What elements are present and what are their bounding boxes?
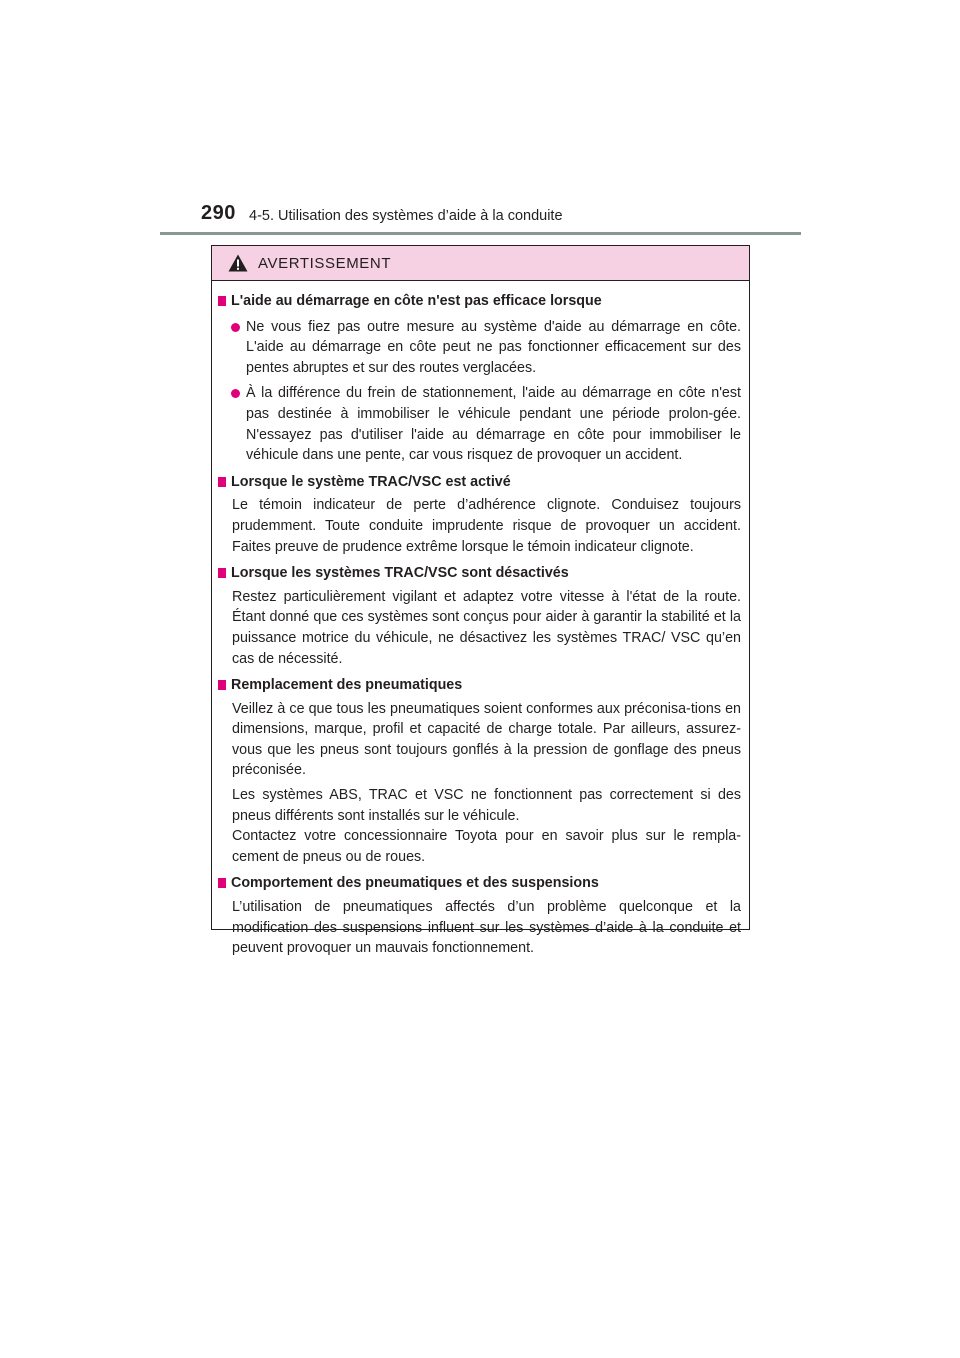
bullet-text: Ne vous fiez pas outre mesure au système d'aide au démarrage en côte. L'aide au démarrage en côte peut ne pas fonctionner efficacement sur des pentes abruptes et sur des routes verglacées. [246, 318, 741, 376]
warning-body [212, 281, 749, 959]
paragraph: Contactez votre concessionnaire Toyota pour en savoir plus sur le rempla-cement de pneus ou de roues. [232, 828, 741, 865]
bullet-item [218, 317, 741, 379]
section-heading-text: Comportement des pneumatiques et des suspensions [231, 875, 599, 892]
square-bullet-icon [218, 568, 226, 578]
dot-bullet-icon [231, 389, 240, 398]
warning-header [212, 246, 749, 281]
warning-triangle-icon [228, 254, 248, 272]
warning-title: AVERTISSEMENT [258, 254, 392, 272]
square-bullet-icon [218, 878, 226, 888]
section-heading-text: Lorsque le système TRAC/VSC est activé [231, 473, 511, 490]
section-heading [218, 675, 741, 696]
section-heading-text: Lorsque les systèmes TRAC/VSC sont désactivés [231, 565, 569, 582]
paragraph: Le témoin indicateur de perte d’adhérence clignote. Conduisez toujours prudemment. Toute conduite imprudente risque de provoquer un accident. Faites preuve de prudence extrême lorsque le témoin indicateur clignote. [232, 497, 741, 555]
dot-bullet-icon [231, 323, 240, 332]
section-heading [218, 472, 741, 493]
section-heading-text: Remplacement des pneumatiques [231, 677, 463, 694]
section-heading-text: L'aide au démarrage en côte n'est pas efficace lorsque [231, 293, 602, 309]
warning-box [211, 245, 750, 957]
paragraph: Les systèmes ABS, TRAC et VSC ne fonctionnent pas correctement si des pneus différents sont installés sur le véhicule. [232, 787, 741, 824]
paragraph: L’utilisation de pneumatiques affectés d’un problème quelconque et la modification des suspensions influent sur les systèmes d’aide à la conduite et peuvent provoquer un mauvais fonctionnement. [232, 899, 741, 957]
section-title: 4-5. Utilisation des systèmes d’aide à la conduite [249, 208, 563, 224]
section-heading [218, 563, 741, 584]
paragraph: Veillez à ce que tous les pneumatiques soient conformes aux préconisa-tions en dimensions, marque, profil et capacité de charge totale. Par ailleurs, assurez-vous que les pneus sont toujours gonflés à la pression de gonflage des pneus préconisée. [232, 700, 741, 779]
bullet-text: À la différence du frein de stationnement, l'aide au démarrage en côte n'est pas destinée à immobiliser le véhicule pendant une période prolon-gée. N'essayez pas d'utiliser l'aide au démarrage en côte pour immobiliser le véhicule dans une pente, car vous risquez de provoquer un accident. [246, 385, 741, 464]
paragraph: Restez particulièrement vigilant et adaptez votre vitesse à l'état de la route. Étant donné que ces systèmes sont conçus pour aider à garantir la stabilité et la puissance motrice du véhicule, ne désactivez les systèmes TRAC/ VSC qu’en cas de nécessité. [232, 588, 741, 667]
square-bullet-icon [218, 477, 226, 487]
section-heading [218, 873, 741, 894]
header-rule [160, 232, 801, 235]
square-bullet-icon [218, 680, 226, 690]
section-heading [218, 291, 741, 312]
page-number: 290 [201, 202, 236, 224]
bullet-item [218, 383, 741, 465]
square-bullet-icon [218, 296, 226, 306]
